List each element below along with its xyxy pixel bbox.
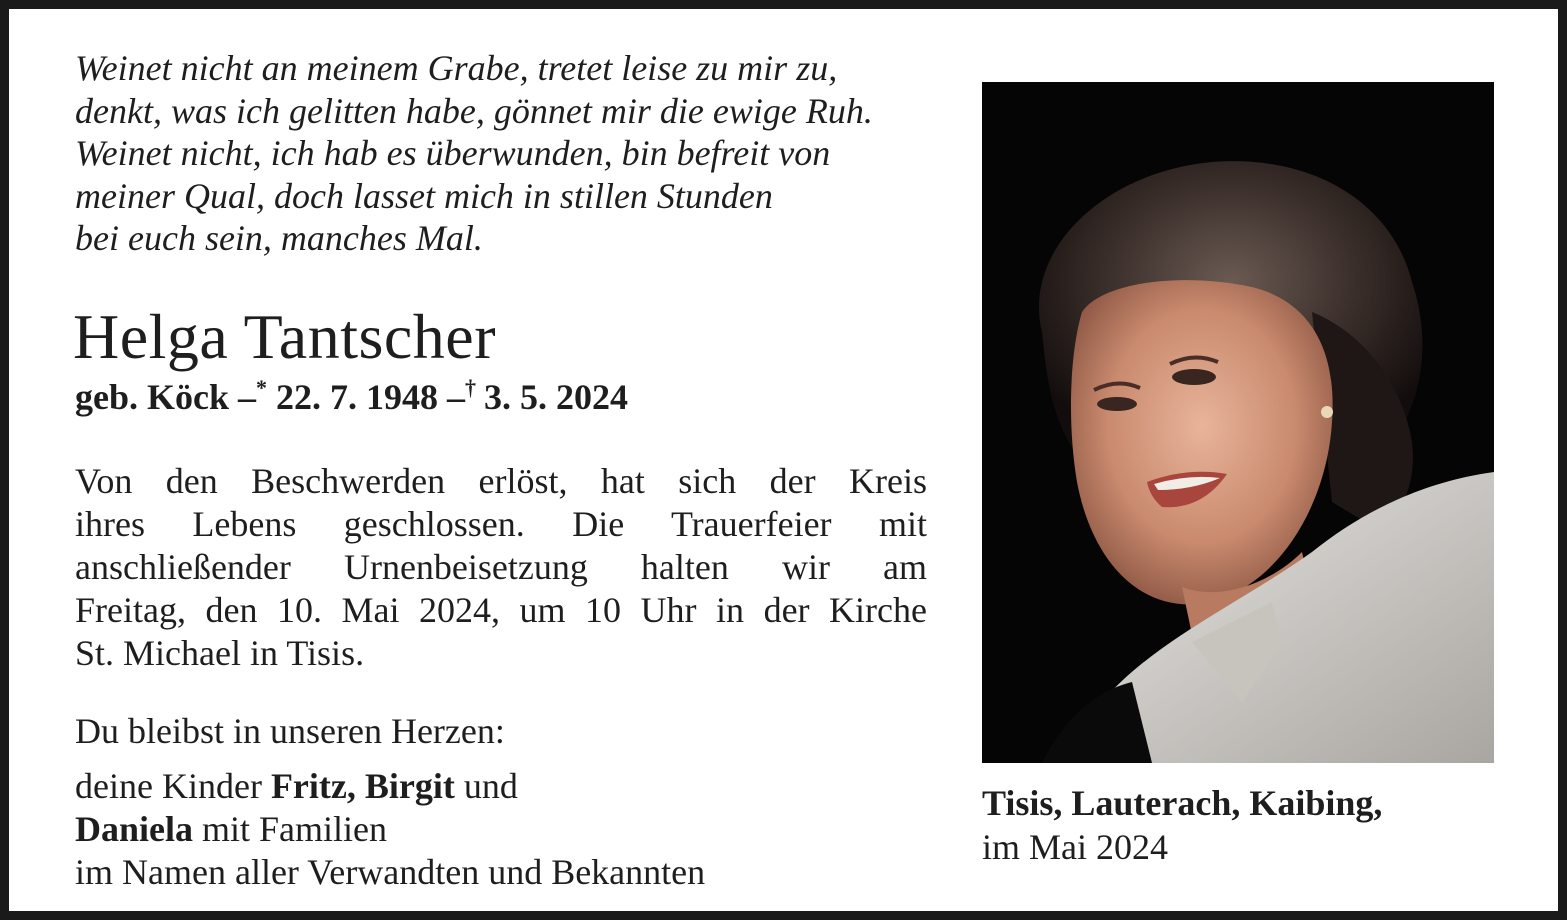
mourners-name: Daniela bbox=[75, 809, 194, 849]
announcement-line: Freitag, den 10. Mai 2024, um 10 Uhr in der Kirche bbox=[75, 590, 927, 630]
birth-name: geb. Köck bbox=[75, 377, 230, 417]
deceased-name: Helga Tantscher bbox=[73, 301, 496, 372]
death-date: 3. 5. 2024 bbox=[484, 377, 629, 417]
mourners-suffix: und bbox=[463, 766, 518, 806]
birth-symbol: * bbox=[256, 375, 268, 400]
announcement-line: Von den Beschwerden erlöst, hat sich der Kreis bbox=[75, 461, 927, 501]
poem-line: bei euch sein, manches Mal. bbox=[75, 218, 483, 258]
mourners-suffix: mit Familien bbox=[202, 809, 388, 849]
location-line: Tisis, Lauterach, Kaibing, bbox=[982, 783, 1383, 823]
poem-line: meiner Qual, doch lasset mich in stillen Stunden bbox=[75, 175, 773, 216]
birth-date: 22. 7. 1948 bbox=[276, 377, 439, 417]
farewell-line: Du bleibst in unseren Herzen: bbox=[75, 711, 505, 751]
announcement-line: ihres Lebens geschlossen. Die Trauerfeier mit bbox=[75, 504, 927, 544]
life-dates bbox=[75, 375, 628, 419]
mourners-line-2 bbox=[75, 808, 705, 851]
announcement-line: St. Michael in Tisis. bbox=[75, 633, 365, 673]
announcement-line: anschließender Urnenbeisetzung halten wir am bbox=[75, 547, 927, 587]
poem-line: denkt, was ich gelitten habe, gönnet mir die ewige Ruh. bbox=[75, 90, 873, 131]
portrait-illustration bbox=[982, 82, 1494, 763]
poem-line: Weinet nicht, ich hab es überwunden, bin befreit von bbox=[75, 133, 831, 173]
date-line: im Mai 2024 bbox=[982, 827, 1168, 867]
mourners bbox=[75, 765, 705, 894]
mourners-line-3: im Namen aller Verwandten und Bekannten bbox=[75, 852, 706, 892]
poem-line: Weinet nicht an meinem Grabe, tretet leise zu mir zu, bbox=[75, 48, 838, 88]
mourners-names: Fritz, Birgit bbox=[270, 766, 455, 806]
dash: – bbox=[447, 377, 466, 417]
death-symbol: † bbox=[465, 375, 477, 400]
announcement-text bbox=[75, 460, 927, 675]
poem bbox=[75, 47, 935, 260]
portrait-photo bbox=[982, 82, 1494, 763]
mourners-line-1 bbox=[75, 765, 705, 808]
dash: – bbox=[238, 377, 257, 417]
mourners-prefix: deine Kinder bbox=[75, 766, 262, 806]
